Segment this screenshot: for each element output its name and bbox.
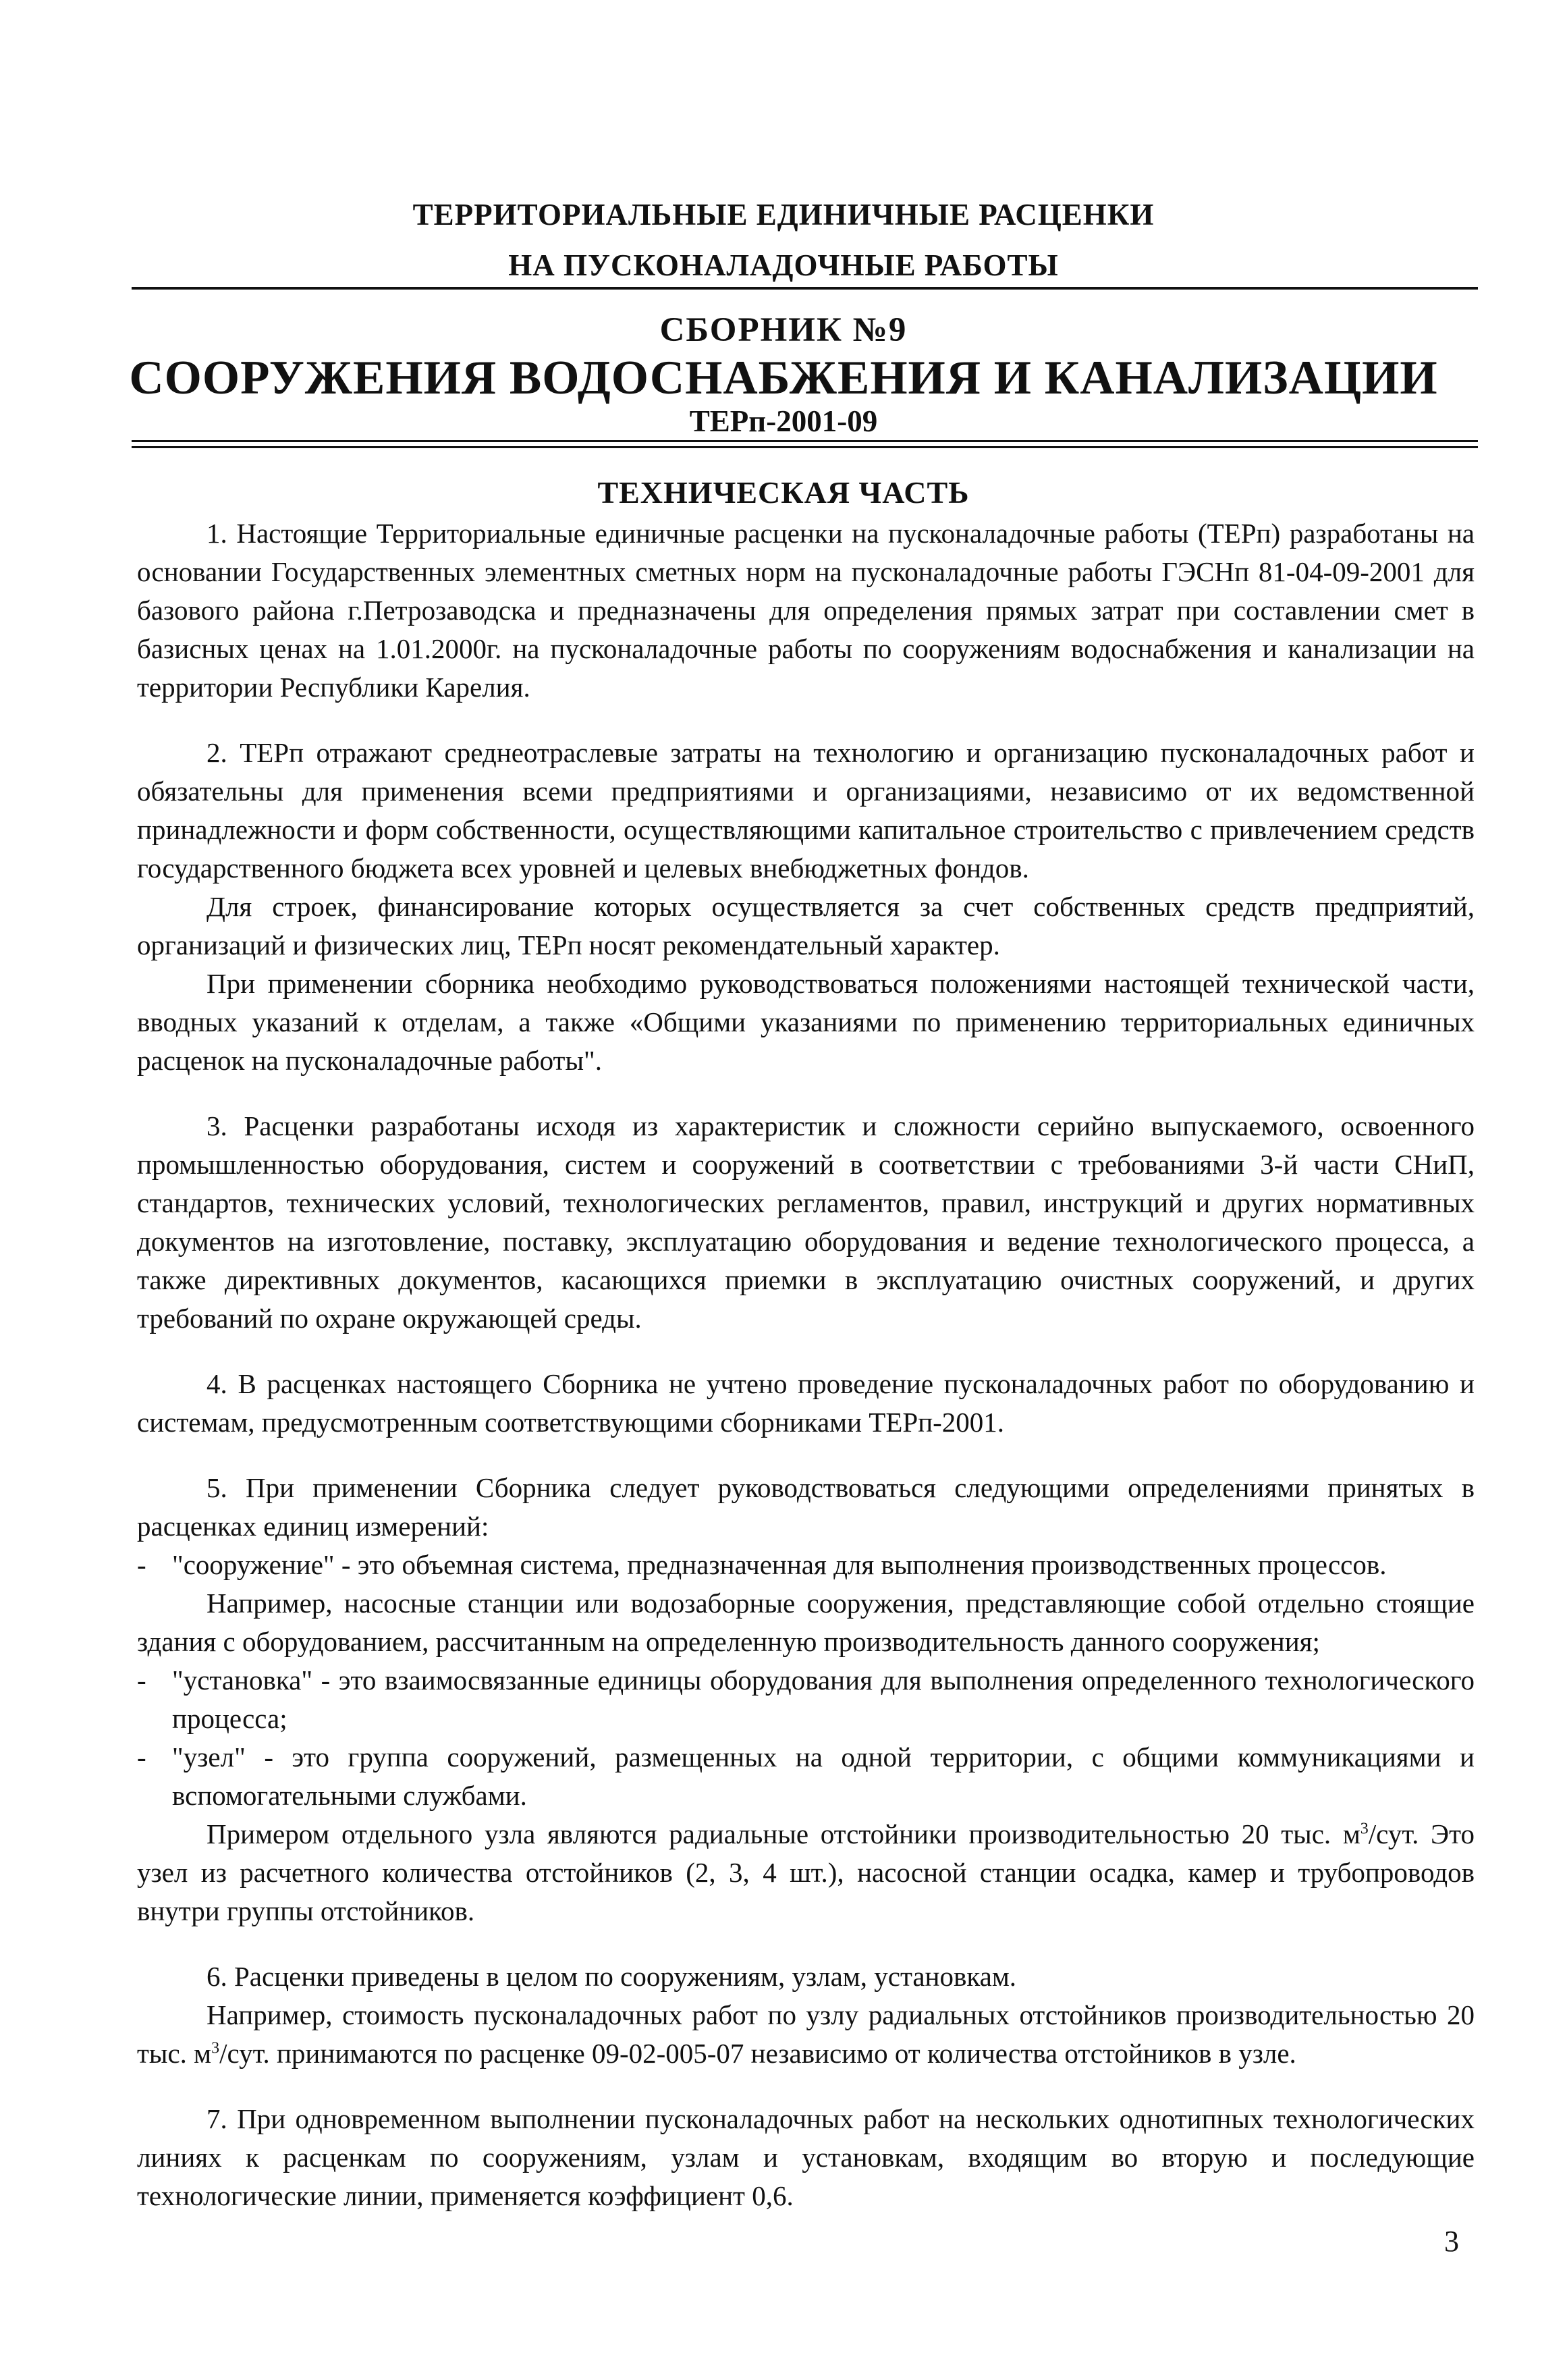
list-dash: - xyxy=(137,1741,146,1773)
paragraph-5-example: Например, насосные станции или водозаборные сооружения, представляющие собой отдельно стоящие здания с оборудованием, рассчитанным на определенную производительность данного сооружения; xyxy=(137,1588,1475,1657)
node-example-text-a: Примером отдельного узла являются радиальные отстойники производительностью 20 тыс. м xyxy=(207,1818,1360,1849)
section-title: ТЕХНИЧЕСКАЯ ЧАСТЬ xyxy=(597,475,970,510)
paragraph-7: 7. При одновременном выполнении пусконаладочных работ на нескольких однотипных технологических линиях к расценкам по сооружениям, узлам и установкам, входящим во вторую и последующие технологические линии, применяется коэффициент 0,6. xyxy=(137,2103,1475,2211)
document-body xyxy=(137,514,1475,2215)
definition-list-2 xyxy=(137,1661,1475,1815)
definition-list xyxy=(137,1546,1475,1584)
paragraph-1: 1. Настоящие Территориальные единичные расценки на пусконаладочные работы (ТЕРп) разработаны на основании Государственных элементных сметных норм на пусконаладочные работы ГЭСНп 81-04-09-2001 для базового района г.Петрозаводска и предназначены для определения прямых затрат при составлении смет в базисных ценах на 1.01.2000г. на пусконаладочные работы по сооружениям водоснабжения и канализации на территории Республики Карелия. xyxy=(137,518,1475,703)
paragraph-5-node-example xyxy=(137,1815,1475,1930)
collection-code: ТЕРп-2001-09 xyxy=(689,404,878,438)
paragraph-4: 4. В расценках настоящего Сборника не учтено проведение пусконаладочных работ по оборудованию и системам, предусмотренным соответствующими сборниками ТЕРп-2001. xyxy=(137,1368,1475,1438)
cost-example-text-a: Например, стоимость пусконаладочных работ по узлу радиальных отстойников производительностью 20 тыс. м xyxy=(137,1999,1475,2069)
collection-title: СООРУЖЕНИЯ ВОДОСНАБЖЕНИЯ И КАНАЛИЗАЦИИ xyxy=(129,352,1438,404)
paragraph-2: 2. ТЕРп отражают среднеотраслевые затраты на технологию и организацию пусконаладочных работ и обязательны для применения всеми предприятиями и организациями, независимо от их ведомственной принадлежности и форм собственности, осуществляющими капитальное строительство с привлечением средств государственного бюджета всех уровней и целевых внебюджетных фондов. xyxy=(137,737,1475,884)
paragraph-2-application: При применении сборника необходимо руководствоваться положениями настоящей технической части, вводных указаний к отделам, а также «Общими указаниями по применению территориальных единичных расценок на пусконаладочные работы". xyxy=(137,968,1475,1076)
double-rule-top xyxy=(132,440,1478,442)
header-line-1: ТЕРРИТОРИАЛЬНЫЕ ЕДИНИЧНЫЕ РАСЦЕНКИ xyxy=(412,198,1155,232)
definition-installation xyxy=(137,1661,1475,1738)
paragraph-3: 3. Расценки разработаны исходя из характеристик и сложности серийно выпускаемого, освоенного промышленностью оборудования, систем и сооружений в соответствии с требованиями 3-й части СНиП, стандартов, технических условий, технологических регламентов, правил, инструкций и других нормативных документов на изготовление, поставку, эксплуатацию оборудования и ведение технологического процесса, а также директивных документов, касающихся приемки в эксплуатацию очистных сооружений, и других требований по охране окружающей среды. xyxy=(137,1110,1475,1334)
header-line-2: НА ПУСКОНАЛАДОЧНЫЕ РАБОТЫ xyxy=(508,248,1059,282)
list-dash: - xyxy=(137,1665,146,1696)
definition-node xyxy=(137,1738,1475,1815)
collection-number: СБОРНИК №9 xyxy=(659,311,908,349)
node-example-text-b: /сут. Это узел из расчетного количества отстойников (2, 3, 4 шт.), насосной станции осадка, камер и трубопроводов внутри группы отстойников. xyxy=(137,1818,1475,1926)
double-rule-bottom xyxy=(132,446,1478,448)
page-number: 3 xyxy=(1444,2225,1459,2258)
paragraph-5: 5. При применении Сборника следует руководствоваться следующими определениями принятых в расценках единиц измерений: xyxy=(137,1472,1475,1542)
superscript-cubic: 3 xyxy=(1360,1820,1369,1838)
cost-example-text-b: /сут. принимаются по расценке 09-02-005-07 независимо от количества отстойников в узле. xyxy=(219,2038,1296,2069)
list-dash: - xyxy=(137,1549,146,1580)
definition-installation-text: "установка" - это взаимосвязанные единицы оборудования для выполнения определенного технологического процесса; xyxy=(172,1665,1475,1734)
definition-node-text: "узел" - это группа сооружений, размещенных на одной территории, с общими коммуникациями и вспомогательными службами. xyxy=(172,1741,1475,1811)
paragraph-6-example xyxy=(137,1996,1475,2073)
superscript-cubic: 3 xyxy=(211,2039,220,2057)
definition-structure xyxy=(137,1546,1475,1584)
paragraph-2-private-funding: Для строек, финансирование которых осуществляется за счет собственных средств предприятий, организаций и физических лиц, ТЕРп носят рекомендательный характер. xyxy=(137,891,1475,961)
header-divider xyxy=(132,287,1478,290)
paragraph-6: 6. Расценки приведены в целом по сооружениям, узлам, установкам. xyxy=(207,1961,1017,1992)
definition-structure-text: "сооружение" - это объемная система, предназначенная для выполнения производственных процессов. xyxy=(172,1549,1387,1580)
